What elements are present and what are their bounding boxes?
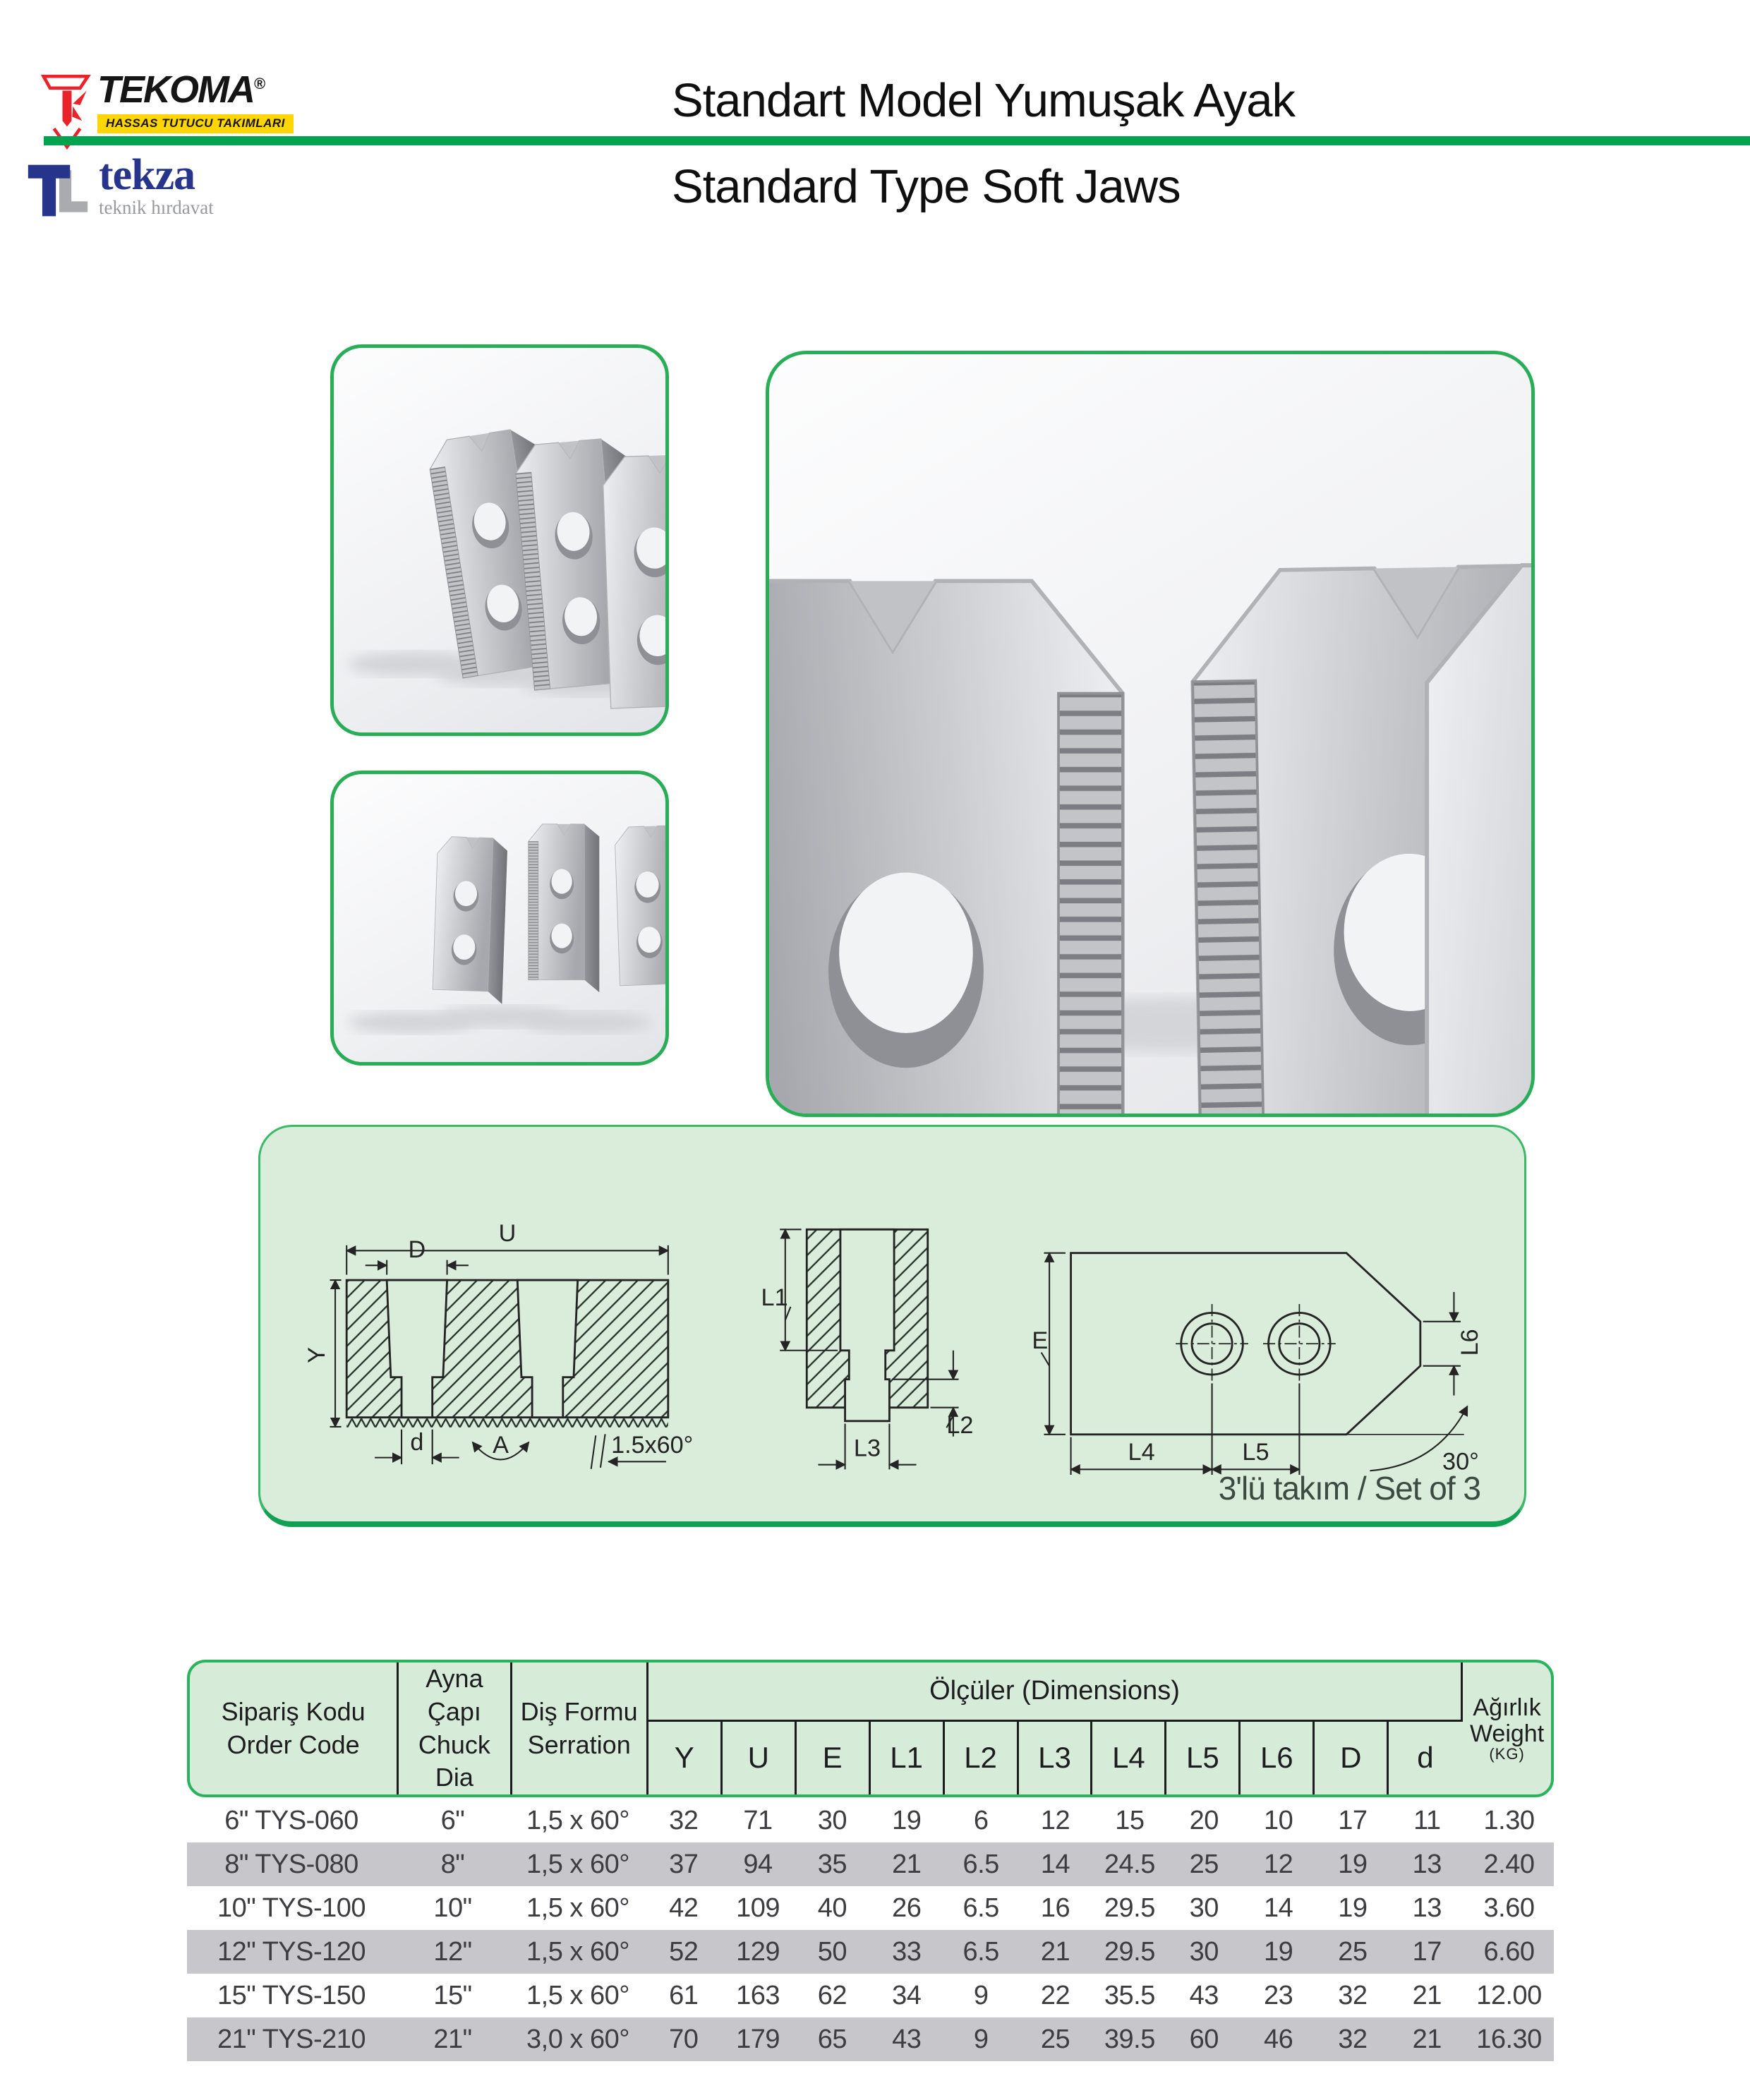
- order-code-cell: 12" TYS-120: [217, 1936, 366, 1967]
- table-row: [187, 1886, 1554, 1930]
- product-photo-box-small-bottom: [330, 771, 669, 1066]
- table-row: [187, 1974, 1554, 2017]
- dim-cell: 71: [743, 1805, 773, 1835]
- dim-cell: 17: [1412, 1936, 1442, 1967]
- dim-cell: 129: [736, 1936, 780, 1967]
- dim-cell: 46: [1263, 2024, 1293, 2054]
- order-code-header: Sipariş Kodu Order Code: [190, 1662, 398, 1794]
- dim-letter-header: L2: [943, 1720, 1018, 1794]
- dim-cell: 43: [892, 2024, 922, 2054]
- order-code-cell: 6" TYS-060: [224, 1805, 358, 1835]
- chuck-dia-cell: 15": [433, 1980, 472, 2010]
- dim-cell: 60: [1189, 2024, 1219, 2054]
- weight-cell: 1.30: [1483, 1805, 1535, 1835]
- dim-cell: 19: [1338, 1893, 1368, 1923]
- soft-jaws-photo-small-bottom: [334, 774, 665, 1062]
- dim-cell: 9: [973, 1980, 989, 2010]
- table-row: [187, 1799, 1554, 1842]
- weight-cell: 16.30: [1476, 2024, 1542, 2054]
- dim-cell: 14: [1040, 1849, 1070, 1879]
- tekoma-tagline: HASSAS TUTUCU TAKIMLARI: [97, 114, 294, 133]
- tekza-tagline: teknik hırdavat: [99, 196, 214, 218]
- table-row: [187, 2017, 1554, 2061]
- dim-cell: 70: [669, 2024, 699, 2054]
- serration-cell: 1,5 x 60°: [526, 1980, 629, 2010]
- header-divider-bar: [44, 136, 1750, 145]
- weight-cell: 3.60: [1483, 1893, 1535, 1923]
- dim-letter-header: U: [721, 1720, 795, 1794]
- section-view-drawing: [754, 1206, 980, 1488]
- dim-cell: 6.5: [962, 1936, 999, 1967]
- tekoma-wordmark: TEKOMA®: [97, 68, 265, 111]
- dim-cell: 24.5: [1104, 1849, 1155, 1879]
- dim-label-A: A: [493, 1431, 509, 1459]
- dim-cell: 9: [973, 2024, 989, 2054]
- dim-cell: 62: [817, 1980, 847, 2010]
- dim-cell: 6: [973, 1805, 989, 1835]
- dim-cell: 40: [817, 1893, 847, 1923]
- dim-label-d: d: [410, 1429, 424, 1456]
- order-code-cell: 10" TYS-100: [217, 1893, 366, 1923]
- dim-cell: 50: [817, 1936, 847, 1967]
- serration-cell: 1,5 x 60°: [526, 1849, 629, 1879]
- dim-cell: 65: [817, 2024, 847, 2054]
- order-code-cell: 8" TYS-080: [224, 1849, 358, 1879]
- dim-cell: 32: [669, 1805, 699, 1835]
- chuck-dia-cell: 21": [433, 2024, 472, 2054]
- registered-mark: ®: [253, 75, 265, 92]
- order-code-cell: 15" TYS-150: [217, 1980, 366, 2010]
- dim-cell: 22: [1040, 1980, 1070, 2010]
- dim-cell: 21: [1412, 2024, 1442, 2054]
- dim-cell: 179: [736, 2024, 780, 2054]
- dim-cell: 21: [1412, 1980, 1442, 2010]
- spec-table-body: [187, 1799, 1554, 2061]
- spec-table-header: [187, 1660, 1554, 1797]
- dimension-drawing-panel: [258, 1125, 1526, 1527]
- dim-cell: 25: [1040, 2024, 1070, 2054]
- dim-cell: 109: [736, 1893, 780, 1923]
- dim-cell: 19: [892, 1805, 922, 1835]
- order-code-cell: 21" TYS-210: [217, 2024, 366, 2054]
- weight-header: Ağırlık Weight (KG): [1469, 1694, 1545, 1763]
- dim-cell: 29.5: [1104, 1936, 1155, 1967]
- serration-cell: 1,5 x 60°: [526, 1805, 629, 1835]
- dim-label-E: E: [1032, 1327, 1049, 1354]
- dim-cell: 17: [1338, 1805, 1368, 1835]
- dim-letter-header: d: [1417, 1741, 1434, 1775]
- dim-cell: 25: [1189, 1849, 1219, 1879]
- dim-cell: 12: [1263, 1849, 1293, 1879]
- dim-cell: 19: [1338, 1849, 1368, 1879]
- product-photo-box-small-top: [330, 344, 669, 736]
- front-view-drawing: [303, 1206, 705, 1488]
- spec-table: [187, 1660, 1554, 2061]
- dim-letter-header: L6: [1240, 1720, 1314, 1794]
- dim-label-L2: L2: [946, 1411, 974, 1439]
- dim-cell: 26: [892, 1893, 922, 1923]
- chuck-dia-header: Ayna Çapı Chuck Dia: [398, 1662, 511, 1794]
- serration-cell: 1,5 x 60°: [526, 1936, 629, 1967]
- dim-letter-header: L4: [1092, 1720, 1166, 1794]
- dim-cell: 12: [1040, 1805, 1070, 1835]
- dim-cell: 29.5: [1104, 1893, 1155, 1923]
- serration-cell: 1,5 x 60°: [526, 1893, 629, 1923]
- dim-label-D: D: [408, 1236, 426, 1263]
- dim-cell: 21: [1040, 1936, 1070, 1967]
- plan-view-drawing: [1019, 1206, 1506, 1488]
- dim-label-L5: L5: [1242, 1439, 1269, 1466]
- dim-cell: 61: [669, 1980, 699, 2010]
- dim-cell: 39.5: [1104, 2024, 1155, 2054]
- table-row: [187, 1930, 1554, 1974]
- dim-cell: 35.5: [1104, 1980, 1155, 2010]
- dim-cell: 6.5: [962, 1849, 999, 1879]
- dim-cell: 19: [1263, 1936, 1293, 1967]
- dimensions-group-header: Ölçüler (Dimensions): [647, 1662, 1461, 1720]
- dim-cell: 25: [1338, 1936, 1368, 1967]
- dim-cell: 16: [1040, 1893, 1070, 1923]
- dim-cell: 37: [669, 1849, 699, 1879]
- weight-cell: 2.40: [1483, 1849, 1535, 1879]
- dim-cell: 30: [817, 1805, 847, 1835]
- dim-cell: 30: [1189, 1936, 1219, 1967]
- weight-cell: 12.00: [1476, 1980, 1542, 2010]
- dim-cell: 52: [669, 1936, 699, 1967]
- serration-cell: 3,0 x 60°: [526, 2024, 629, 2054]
- dim-letter-header: L1: [869, 1720, 943, 1794]
- dim-label-chamfer: 1.5x60°: [611, 1431, 694, 1459]
- dim-cell: 23: [1263, 1980, 1293, 2010]
- soft-jaws-photo-large: [769, 354, 1531, 1114]
- dim-cell: 15: [1115, 1805, 1145, 1835]
- soft-jaws-photo-small-top: [334, 348, 665, 732]
- chuck-dia-cell: 10": [433, 1893, 472, 1923]
- dim-cell: 13: [1412, 1893, 1442, 1923]
- dim-cell: 20: [1189, 1805, 1219, 1835]
- dim-cell: 6.5: [962, 1893, 999, 1923]
- dim-cell: 11: [1413, 1805, 1441, 1835]
- dim-label-Y: Y: [303, 1346, 330, 1363]
- dim-label-L3: L3: [853, 1435, 881, 1462]
- dim-letter-header: L3: [1018, 1720, 1092, 1794]
- dim-cell: 94: [743, 1849, 773, 1879]
- dim-letter-header: E: [795, 1720, 869, 1794]
- dim-label-L4: L4: [1128, 1439, 1155, 1466]
- chuck-dia-cell: 8": [440, 1849, 465, 1879]
- dim-cell: 34: [892, 1980, 922, 2010]
- table-row: [187, 1842, 1554, 1886]
- tekza-mark-icon: [25, 157, 90, 224]
- weight-cell: 6.60: [1483, 1936, 1535, 1967]
- dim-cell: 33: [892, 1936, 922, 1967]
- chuck-dia-cell: 12": [433, 1936, 472, 1967]
- product-photo-box-large: [766, 351, 1535, 1117]
- dim-cell: 32: [1338, 1980, 1368, 2010]
- dim-label-L6: L6: [1456, 1329, 1483, 1356]
- tekza-logo: [25, 151, 214, 224]
- dim-letter-header: Y: [647, 1720, 721, 1794]
- dim-cell: 43: [1189, 1980, 1219, 2010]
- dim-label-L1: L1: [761, 1284, 788, 1311]
- chuck-dia-cell: 6": [440, 1805, 465, 1835]
- dim-cell: 21: [892, 1849, 922, 1879]
- dim-cell: 13: [1412, 1849, 1442, 1879]
- dim-label-U: U: [498, 1220, 517, 1248]
- dim-cell: 30: [1189, 1893, 1219, 1923]
- dim-letter-header: D: [1314, 1720, 1388, 1794]
- serration-header: Diş Formu Serration: [511, 1662, 647, 1794]
- dim-cell: 42: [669, 1893, 699, 1923]
- set-of-3-label: 3'lü takım / Set of 3: [1218, 1470, 1480, 1507]
- dim-label-angle: 30°: [1442, 1448, 1479, 1476]
- dim-cell: 35: [817, 1849, 847, 1879]
- dim-cell: 163: [736, 1980, 780, 2010]
- dim-letter-header: L5: [1166, 1720, 1240, 1794]
- dim-cell: 32: [1338, 2024, 1368, 2054]
- page-title-english: Standard Type Soft Jaws: [672, 160, 1181, 213]
- page-title-turkish: Standart Model Yumuşak Ayak: [672, 74, 1296, 127]
- tekza-wordmark: tekza: [99, 151, 195, 199]
- dim-cell: 14: [1263, 1893, 1293, 1923]
- dim-cell: 10: [1263, 1805, 1293, 1835]
